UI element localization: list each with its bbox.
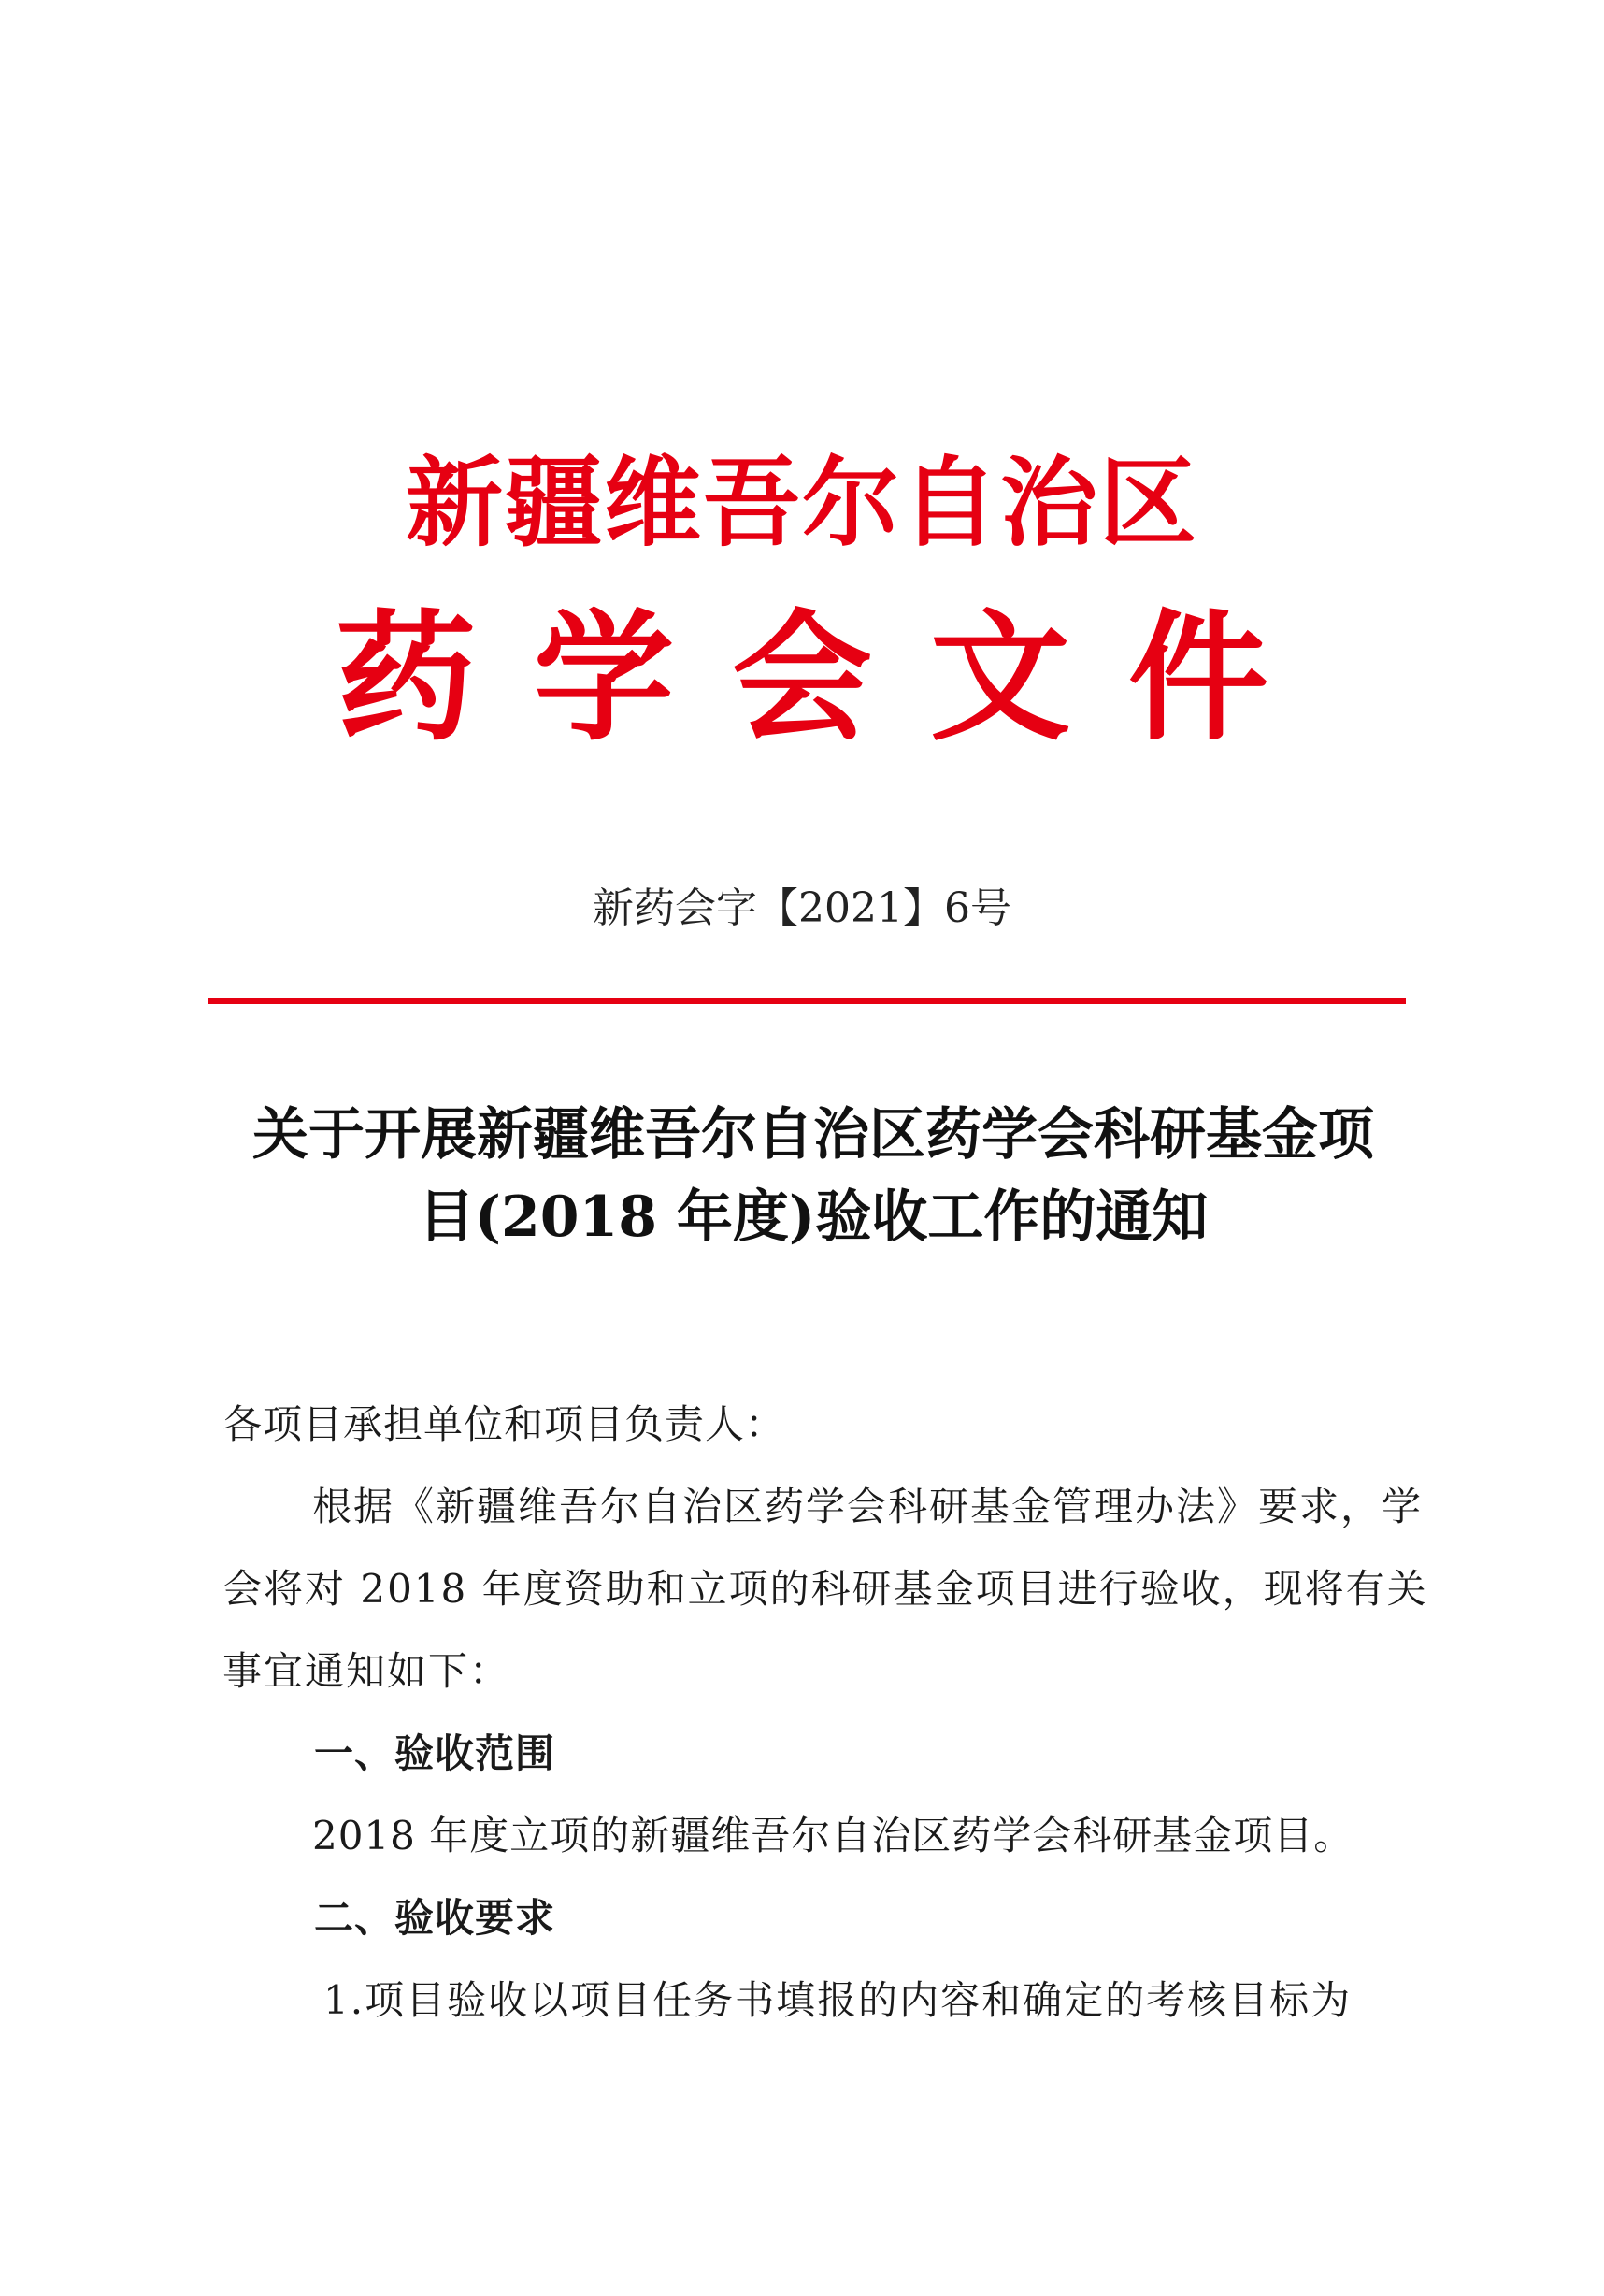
- requirement-1: 1.项目验收以项目任务书填报的内容和确定的考核目标为: [323, 1977, 1353, 2023]
- notice-title: [206, 1094, 1421, 1258]
- salutation: 各项目承担单位和项目负责人：: [222, 1401, 786, 1447]
- red-divider: [208, 998, 1406, 1004]
- section-1-heading: 一、验收范围: [314, 1730, 556, 1776]
- section-2-heading: 二、验收要求: [314, 1895, 556, 1941]
- issuing-organization: 新疆维吾尔自治区: [405, 445, 1198, 560]
- document-number: 新药会字【2021】6号: [593, 884, 1011, 932]
- title-line-1: 关于开展新疆维吾尔自治区药学会科研基金项: [252, 1102, 1374, 1168]
- section-1-text: 2018 年度立项的新疆维吾尔自治区药学会科研基金项目。: [312, 1813, 1354, 1858]
- intro-paragraph: 根据《新疆维吾尔自治区药学会科研基金管理办法》要求，学会将对 2018 年度资助和立项的科研基金项目进行验收，现将有关事宜通知如下：: [222, 1484, 1428, 1694]
- title-line-2: 目(2018 年度)验收工作的通知: [418, 1184, 1209, 1250]
- document-type-heading: 药学会文件: [335, 596, 1326, 760]
